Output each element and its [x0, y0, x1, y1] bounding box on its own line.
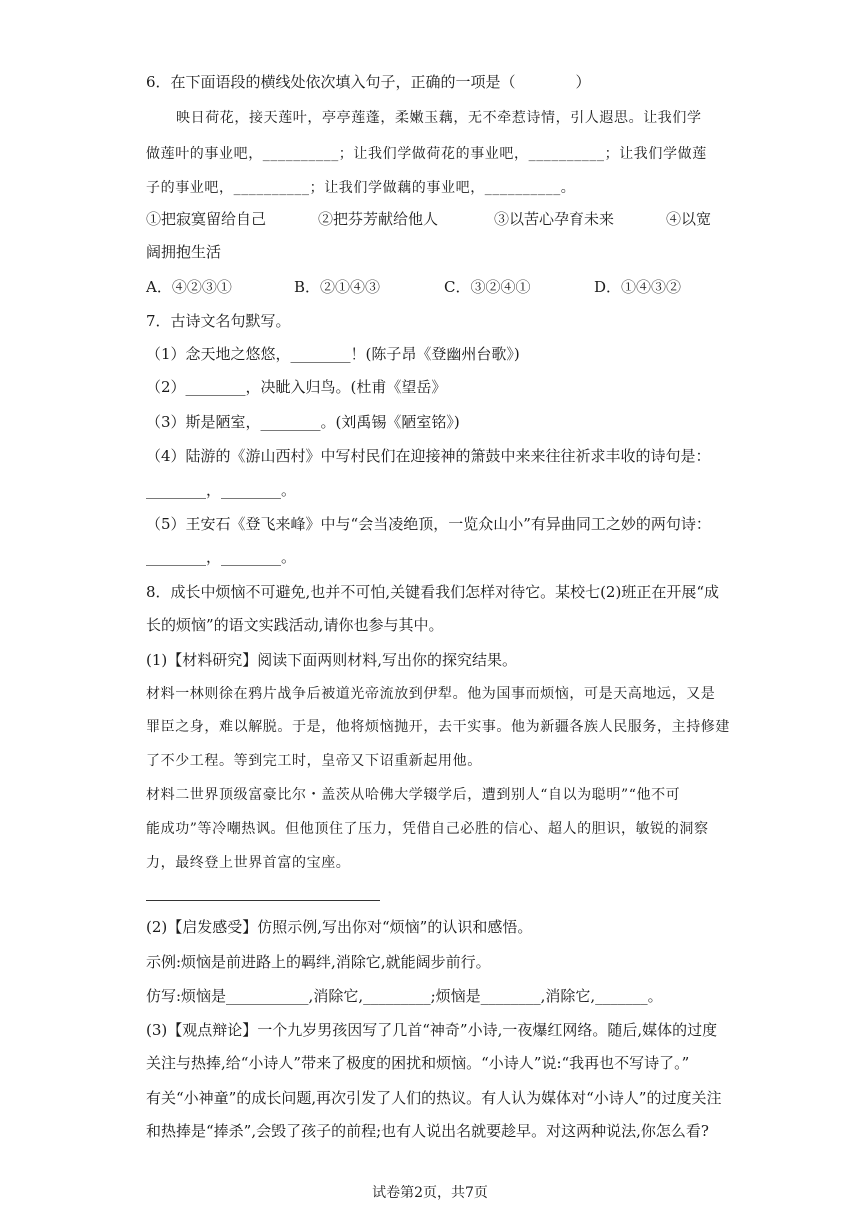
q6-choice-2: ②把芬芳献给他人 — [318, 210, 439, 228]
q8-part1-title: (1)【材料研究】阅读下面两则材料,写出你的探究结果。 — [146, 651, 518, 669]
q7-item-4: （4）陆游的《游山西村》中写村民们在迎接神的箫鼓中来来往往祈求丰收的诗句是： — [146, 447, 711, 465]
q8-part3-line-4: 和热捧是“捧杀”,会毁了孩子的前程;也有人说出名就要趁早。对这两种说法,你怎么看? — [146, 1122, 709, 1140]
answer-line — [146, 900, 380, 901]
q8-part3-line-3: 有关“小神童”的成长问题,再次引发了人们的热议。有人认为媒体对“小诗人”的过度关注 — [146, 1089, 722, 1107]
q7-item-5: （5）王安石《登飞来峰》中与“会当凌绝顶，一览众山小”有异曲同工之妙的两句诗： — [146, 515, 711, 533]
q6-option-b: B．②①④③ — [294, 278, 381, 296]
q7-item-3: （3）斯是陋室，________。(刘禹锡《陋室铭》) — [146, 413, 460, 431]
q7-item-4-blanks: ________，________。 — [146, 481, 297, 499]
q6-option-c: C．③②④① — [444, 278, 531, 296]
q8-stem-line-1: 8．成长中烦恼不可避免,也并不可怕,关键看我们怎样对待它。某校七(2)班正在开展“成 — [146, 583, 719, 601]
q7-item-1: （1）念天地之悠悠，________！(陈子昂《登幽州台歌》) — [146, 345, 520, 363]
q6-stem: 6．在下面语段的横线处依次填入句子，正确的一项是（ ） — [146, 73, 591, 91]
q8-material1-line-1: 材料一林则徐在鸦片战争后被道光帝流放到伊犁。他为国事而烦恼，可是天高地远，又是 — [146, 686, 716, 702]
q8-imitate: 仿写:烦恼是___________,消除它,_________;烦恼是________,消除它,_______。 — [146, 987, 663, 1005]
q8-part3-line-2: 关注与热捧,给“小诗人”带来了极度的困扰和烦恼。“小诗人”说:“我再也不写诗了。” — [146, 1054, 690, 1072]
q8-example: 示例:烦恼是前进路上的羁绊,消除它,就能阔步前行。 — [146, 953, 491, 971]
q7-item-5-blanks: ________，________。 — [146, 548, 297, 566]
q8-part3-line-1: (3)【观点辩论】一个九岁男孩因写了几首“神奇”小诗,一夜爆红网络。随后,媒体的过度 — [146, 1021, 718, 1039]
q8-stem-line-2: 长的烦恼”的语文实践活动,请你也参与其中。 — [146, 616, 444, 634]
q6-passage-line-2: 做莲叶的事业吧，__________；让我们学做荷花的事业吧，__________；让我们学做莲 — [146, 146, 707, 162]
q6-choice-3: ③以苦心孕育未来 — [494, 210, 615, 228]
q8-material2-line-3: 力，最终登上世界首富的宝座。 — [146, 855, 351, 871]
q8-part2-title: (2)【启发感受】仿照示例,写出你对“烦恼”的认识和感悟。 — [146, 918, 533, 936]
q8-material1-line-3: 了不少工程。等到完工时，皇帝又下诏重新起用他。 — [146, 753, 482, 769]
q7-item-2: （2）________，决眦入归鸟。(杜甫《望岳》 — [146, 378, 447, 396]
q6-option-a: A．④②③① — [146, 278, 232, 296]
q8-material2-line-2: 能成功”等冷嘲热讽。但他顶住了压力，凭借自己必胜的信心、超人的胆识，敏锐的洞察 — [146, 821, 709, 837]
q8-material1-line-2: 罪臣之身，难以解脱。于是，他将烦恼抛开，去干实事。他为新疆各族人民服务，主持修建 — [146, 719, 730, 735]
q6-passage-line-3: 子的事业吧，__________；让我们学做藕的事业吧，__________。 — [146, 180, 576, 196]
q6-choice-4-cont: 阔拥抱生活 — [146, 243, 222, 261]
q7-stem: 7．古诗文名句默写。 — [146, 312, 291, 330]
q6-passage-line-1: 映日荷花，接天莲叶，亭亭莲蓬，柔嫩玉藕，无不牵惹诗情，引人遐思。让我们学 — [176, 110, 702, 126]
q6-choice-4: ④以宽 — [666, 210, 712, 228]
q8-material2-line-1: 材料二世界顶级富豪比尔・盖茨从哈佛大学辍学后，遭到别人“自以为聪明”“他不可 — [146, 787, 681, 803]
page-footer: 试卷第2页，共7页 — [372, 1185, 488, 1201]
q6-option-d: D．①④③② — [594, 278, 682, 296]
q6-choice-1: ①把寂寞留给自己 — [146, 210, 267, 228]
